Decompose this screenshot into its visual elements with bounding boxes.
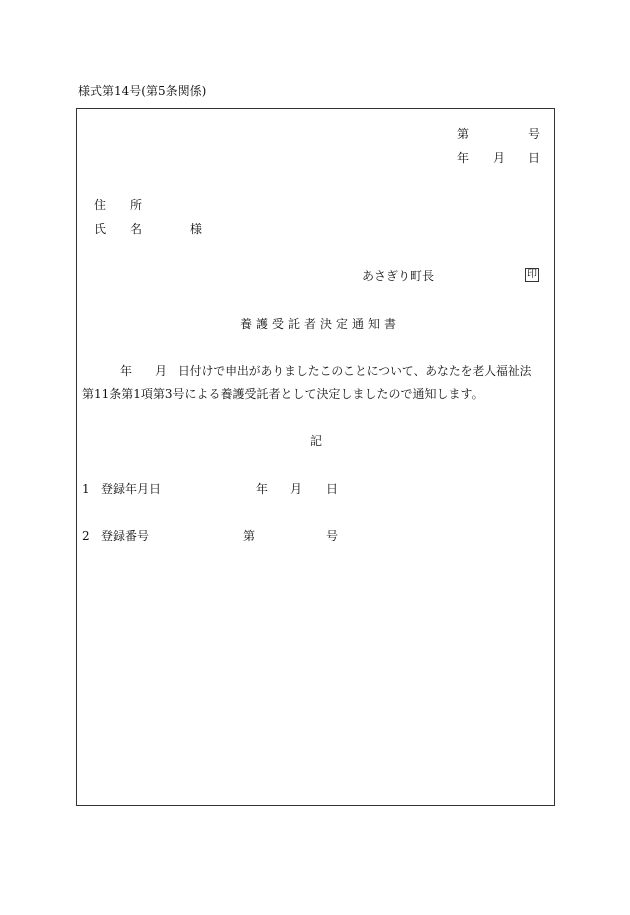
item-1-number: 1 — [82, 482, 90, 496]
form-label: 様式第14号(第5条関係) — [78, 84, 207, 98]
issuer-title: あさぎり町長 — [362, 269, 435, 283]
name-label-1: 氏 — [94, 222, 107, 236]
body-line-1: 日付けで申出がありましたこのことについて、あなたを老人福祉法 — [178, 364, 532, 378]
body-date-tsuki: 月 — [155, 364, 168, 378]
item-1-nen: 年 — [256, 482, 269, 496]
item-1-tsuki: 月 — [290, 482, 303, 496]
item-2-dai: 第 — [243, 529, 256, 543]
item-1-hi: 日 — [326, 482, 339, 496]
document-title: 養護受託者決定通知書 — [240, 317, 401, 331]
item-2-go: 号 — [326, 529, 339, 543]
name-label-2: 名 — [130, 222, 143, 236]
ki-heading: 記 — [310, 434, 323, 448]
body-line-2: 第11条第1項第3号による養護受託者として決定しましたので通知します。 — [82, 387, 484, 401]
header-number-go: 号 — [528, 127, 541, 141]
item-2-label: 登録番号 — [101, 529, 150, 543]
honorific: 様 — [190, 222, 203, 236]
header-date-tsuki: 月 — [493, 151, 506, 165]
header-date-nen: 年 — [457, 151, 470, 165]
address-label-2: 所 — [130, 198, 143, 212]
item-1-label: 登録年月日 — [101, 482, 162, 496]
header-date-hi: 日 — [528, 151, 541, 165]
body-date-nen: 年 — [120, 364, 133, 378]
item-2-number: 2 — [82, 529, 90, 543]
header-number-dai: 第 — [457, 127, 470, 141]
seal-mark: 印 — [527, 269, 537, 280]
address-label-1: 住 — [94, 198, 107, 212]
document-frame — [76, 108, 555, 806]
